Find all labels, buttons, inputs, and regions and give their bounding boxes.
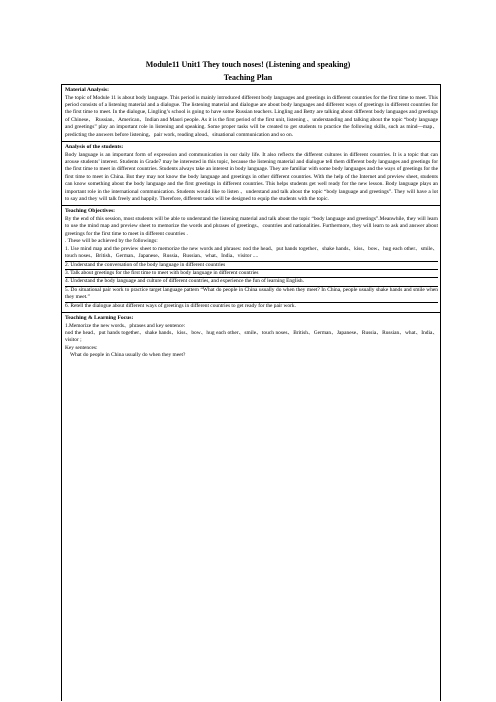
objective-item: 2. Understand the conversation of the body language in different countries <box>65 262 438 270</box>
objectives-lead: . These will be achieved by the followings: <box>65 238 158 245</box>
objective-item: 6. Retell the dialogue about different ways of greetings in different countries to get ready for the pair work. <box>65 302 296 309</box>
material-analysis-section <box>62 85 440 142</box>
material-analysis-heading: Material Analysis: <box>65 87 109 93</box>
objectives-intro: By the end of this session, most students will be able to understand the listening material and talk about the topic “body language and greetings”.Meanwhile, they will learn to use the mind map and preview sheet to memorize the words and phrases of greetings、countries and nationalities. Furthermore, they will learn to ask and answer about greetings for the first time to meet in different countries . <box>65 216 438 237</box>
students-analysis-section <box>62 142 440 206</box>
objective-item: 4. Understand the body language and culture of different countries, and experience the fun of learning English. <box>65 278 438 286</box>
objective-item: 5. Do situational pair work to practice target language pattern “What do people in China usually do when they meet? In China, people usually shake hands and smile when they meet.” <box>65 287 438 303</box>
focus-key-sentences-label: Key sentences: <box>65 344 98 351</box>
material-analysis-text: The topic of Module 11 is about body language. This period is mainly introduced different body languages and greetings in different countries for the first time to meet. This period consists of a listening material and a dialogue. The listening material and dialogue are about body languages and different ways of greetings in different countries for the first time to meet. In the dialogue, Lingling’s school is going to have some Russian teachers. Lingling and Betty are talking about different body languages and greetings of Chinese、 Russian、American、Indian and Maori people. As it is the first period of the first unit, listening 、understanding and talking about the topic “body language and greetings” play an important role in listening and speaking. Some proper tasks will be created to get students to practice the following skills, such as mind—map、predicting the answers before listening、pair work, reading aloud、situational communication and so on. <box>65 94 438 138</box>
focus-section <box>62 313 440 362</box>
document-subtitle: Teaching Plan <box>223 73 273 82</box>
students-analysis-heading: Analysis of the students: <box>65 144 124 151</box>
focus-vocabulary: nod the head、put hands together、shake hands、kiss、bow、hug each other、smile、touch noses、British、German、Japanese、Russia、Russian、what、India、visitor ; <box>65 329 438 344</box>
objectives-section <box>62 206 440 312</box>
students-analysis-text: Body language is an important form of expression and communication in our daily life. It also reflects the different cultures in different countries. It is a topic that can arouse students’ interest. Students in Grade7 may be interested in this topic, because the listening material and dialogue tell them different body languages and greetings for the first time to meet in different countries. Students always take an interest in body language. They are familiar with some body languages and the ways of greetings for the first time to meet in China. But they may not know the body language and greetings in other different countries. With the help of the Internet and preview sheet, students can know something about the body language and the first greetings in different countries. This helps students get well ready for the new lesson. Body language plays an important role in the international communication. Students would like to listen 、understand and talk about the topic “body language and greetings”. They will have a lot to say and they will talk freely and happily. Therefore, different tasks will be designed to equip the students with the topic. <box>65 151 438 203</box>
focus-line: 1.Memorize the new words、phrases and key sentence: <box>65 322 186 329</box>
objective-item: 1. Use mind map and the preview sheet to memorize the new words and phrases: nod the head、put hands together、shake hands、kiss、bow、hug each other、smile、touch noses、British、German、Japanese、Russia、Russian、what、India、visitor .... <box>65 246 438 262</box>
document-title: Module11 Unit1 They touch noses! (Listening and speaking) <box>145 60 351 69</box>
objective-item: 3. Talk about greetings for the first time to meet with body language in different countries <box>65 270 438 278</box>
teaching-plan-table <box>61 84 441 701</box>
focus-heading: Teaching & Learning Focus: <box>65 314 134 321</box>
focus-key-sentence: What do people in China usually do when they meet? <box>70 352 186 359</box>
objectives-heading: Teaching Objectives: <box>65 208 115 215</box>
